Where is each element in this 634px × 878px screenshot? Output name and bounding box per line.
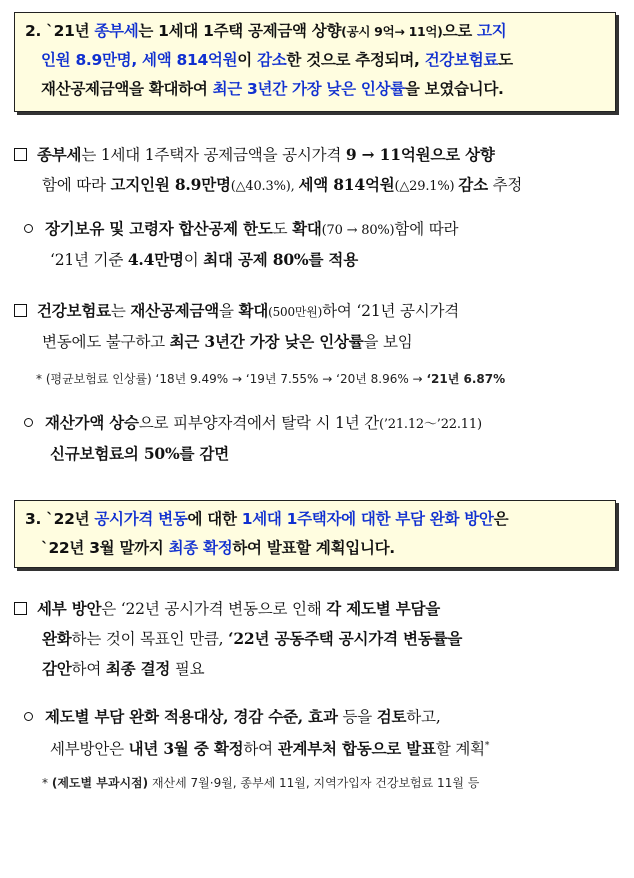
circle-bullet-icon (24, 712, 33, 721)
item-2-paragraph (14, 296, 624, 357)
section-2-line-1: 2. `21년 종부세는 1세대 1주택 공제금액 상향(공시 9억→ 11억)으로 고지 (25, 22, 507, 40)
item-3-sub-line-2: 세부방안은 내년 3월 중 확정하여 관계부처 합동으로 발표할 계획* (50, 739, 490, 758)
item-3-sub-paragraph (24, 702, 624, 764)
item-3-sub-line-1: 제도별 부담 완화 적용대상, 경감 수준, 효과 등을 검토하고, (24, 702, 624, 732)
item-2-footnote: * (평균보험료 인상률) ‘18년 9.49% → ‘19년 7.55% → ‘20년 8.96% → ‘21년 6.87% (36, 372, 506, 386)
circle-bullet-icon (24, 224, 33, 233)
circle-bullet-icon (24, 418, 33, 427)
checkbox-bullet-icon (14, 148, 27, 161)
item-2-sub-line-1: 재산가액 상승으로 피부양자격에서 탈락 시 1년 간(’21.12～’22.11) (24, 408, 624, 439)
item-3-line-1: 세부 방안은 ‘22년 공시가격 변동으로 인해 각 제도별 부담을 (14, 594, 624, 624)
item-1-line-1: 종부세는 1세대 1주택자 공제금액을 공시가격 9 → 11억원으로 상향 (14, 140, 624, 170)
item-1-sub-paragraph (24, 214, 624, 275)
item-2-line-1: 건강보험료는 재산공제금액을 확대(500만원)하여 ‘21년 공시가격 (14, 296, 624, 327)
item-3-line-2: 완화하는 것이 목표인 만큼, ‘22년 공동주택 공시가격 변동률을 (42, 629, 463, 648)
section-3-line-1: 3. `22년 공시가격 변동에 대한 1세대 1주택자에 대한 부담 완화 방안은 (25, 510, 509, 528)
item-2-sub-paragraph (24, 408, 624, 469)
item-3-line-3: 감안하여 최종 결정 필요 (42, 659, 205, 678)
section-2-line-3: 재산공제금액을 확대하여 최근 3년간 가장 낮은 인상률을 보였습니다. (41, 80, 504, 98)
item-2-line-2: 변동에도 불구하고 최근 3년간 가장 낮은 인상률을 보임 (42, 332, 413, 351)
checkbox-bullet-icon (14, 304, 27, 317)
item-1-paragraph (14, 140, 624, 201)
item-3-paragraph (14, 594, 624, 684)
checkbox-bullet-icon (14, 602, 27, 615)
section-3-summary-box (14, 500, 616, 568)
section-2-line-2: 인원 8.9만명, 세액 814억원이 감소한 것으로 추정되며, 건강보험료도 (41, 51, 513, 69)
section-3-line-2: `22년 3월 말까지 최종 확정하여 발표할 계획입니다. (41, 539, 395, 557)
item-1-sub-line-1: 장기보유 및 고령자 합산공제 한도도 확대(70 → 80%)함에 따라 (24, 214, 624, 245)
item-1-line-2: 함에 따라 고지인원 8.9만명(△40.3%), 세액 814억원(△29.1%) 감소 추정 (42, 175, 523, 194)
section-2-summary-box (14, 12, 616, 112)
item-3-footnote: * (제도별 부과시점) 재산세 7월·9월, 종부세 11월, 지역가입자 건강보험료 11월 등 (42, 776, 480, 790)
item-2-sub-line-2: 신규보험료의 50%를 감면 (50, 444, 230, 463)
item-1-sub-line-2: ‘21년 기준 4.4만명이 최대 공제 80%를 적용 (50, 250, 358, 269)
